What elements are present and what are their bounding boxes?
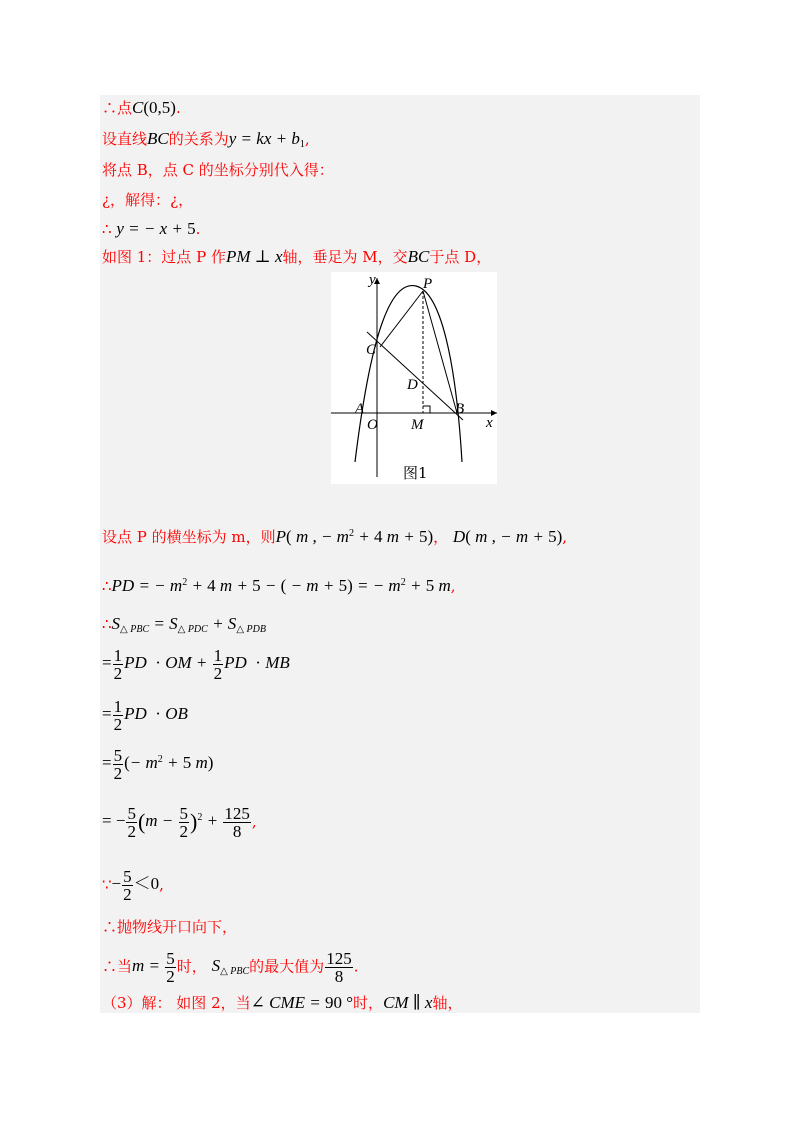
line-figure-intro: 如图 1：过点 P 作PM ⊥ x轴，垂足为 M，交BC于点 D，	[102, 247, 492, 266]
label-d: D	[407, 377, 418, 393]
label-b: B	[455, 401, 465, 417]
line-pb	[423, 291, 457, 413]
line-vertex-form: = − $\frac{5}{2}$ (m − $\frac{5}{2}$ )$^2$ + $\frac{125}{8}$ ,	[102, 804, 257, 841]
line-cp	[380, 291, 423, 347]
line-area-m: = $\frac{5}{2}$ (− $m^2 + 5$ m)	[102, 746, 214, 783]
label-c: C	[366, 342, 377, 358]
parabola-diagram	[331, 272, 497, 484]
label-x: x	[486, 415, 493, 431]
line-solve: ¿，解得：¿，	[102, 191, 194, 209]
figure-1	[331, 272, 497, 484]
line-part-3: （3）解： 如图 2，当∠ CME = 90 °时，CM ∥ x轴，	[102, 993, 463, 1012]
line-set-p: 设点 P 的横坐标为 m，则P( m , − $m^2 + 4$ m + 5)， D( m , − m + 5),	[102, 527, 568, 546]
line-area-expand: = $\frac{1}{2}$ PD · OM + $\frac{1}{2}$ PD · MB	[102, 646, 290, 683]
line-area-sum: $\therefore S_\triangle$ $_{PBC} = S_\triangle$ $_{PDC} + S_\triangle$ $_{PDB}$	[102, 614, 266, 635]
right-angle-mark	[423, 406, 430, 413]
line-substitute: 将点 B，点 C 的坐标分别代入得：	[102, 161, 334, 179]
line-area-ob: = $\frac{1}{2}$ PD · OB	[102, 697, 188, 734]
label-o: O	[367, 417, 378, 433]
line-bc-equation: ∴ y = − x + 5.	[102, 219, 201, 238]
line-point-c: ∴点C(0,5).	[102, 98, 181, 117]
label-p: P	[423, 276, 433, 292]
label-m: M	[411, 417, 424, 433]
line-set-bc: 设直线BC的关系为y = kx + $b_1$,	[102, 129, 310, 150]
label-y: y	[369, 272, 376, 288]
line-max-value: ∴当m = $\frac{5}{2}$ 时， $S_\triangle$ $_{PBC}$的最大值为 $\frac{125}{8}$ .	[102, 949, 359, 986]
line-because: ∵− $\frac{5}{2}$ ＜0,	[102, 867, 164, 904]
line-opens-down: ∴抛物线开口向下，	[102, 918, 238, 936]
figure-caption: 图1	[403, 464, 428, 482]
line-pd: ∴PD = − $m^2 + 4$ m + 5 − ( − m + 5) = − $m^2 + 5$ m,	[102, 576, 456, 595]
label-a: A	[355, 401, 365, 417]
